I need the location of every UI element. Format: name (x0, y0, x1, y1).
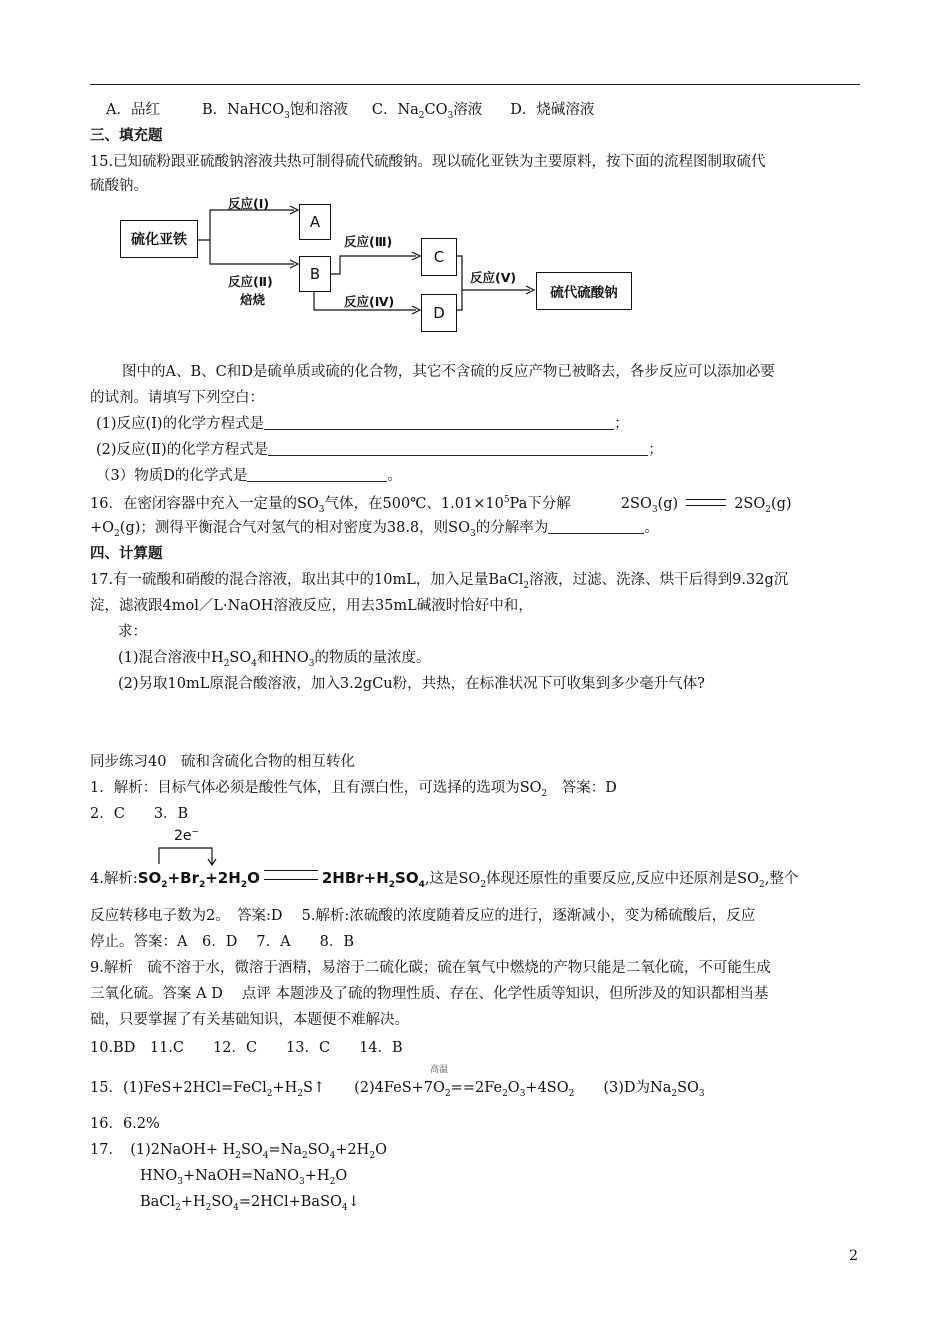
q15-ask3: （3）物质D的化学式是 。 (96, 468, 402, 484)
answer-17-line2: $HNO_3+NaOH=NaNO_3+H_2O$ (140, 1168, 348, 1187)
q17-line2: 淀，滤液跟4mol／L·NaOH溶液反应，用去35mL碱液时恰好中和， (90, 598, 533, 614)
label-reaction-1: 反应(Ⅰ) (228, 196, 270, 211)
section-heading-3: 三、填充题 (90, 128, 163, 144)
option-b: B．NaHCO$_3$饱和溶液 (201, 102, 348, 121)
option-a: A．品红 (106, 102, 160, 118)
equals-sign (264, 870, 318, 880)
q15-ask1: (1)反应(Ⅰ)的化学方程式是 ； (96, 416, 629, 432)
section-heading-4: 四、计算题 (90, 546, 163, 562)
q15-desc1: 图中的A、B、C和D是硫单质或硫的化合物，其它不含硫的反应产物已被略去，各步反应可以添加必要 (122, 364, 775, 380)
answer-blank-3 (247, 467, 387, 482)
answer-16: 16．6.2% (90, 1116, 160, 1132)
answer-4: 4.解析$:SO_2+Br_2+2H_2O$ $2HBr+H_2SO_4$,这是$SO_2$体现还原性的重要反应,反应中还原剂是$SO_2$,整个 (90, 869, 799, 890)
q17-line1: 17.有一硫酸和硝酸的混合溶液，取出其中的10mL，加入足量BaCl$_2$溶液，过滤、洗涤、烘干后得到9.32g沉 (90, 572, 789, 591)
answer-15: 15．$(1)FeS+2HCl=FeCl_2+H_2S↑$ $(2)4FeS+7O_2==2Fe_2O_3+4SO_2$ (3)D为$Na_2SO_3$ (90, 1080, 705, 1099)
q17-ask: 求： (118, 624, 147, 640)
label-reaction-3: 反应(Ⅲ) (344, 234, 393, 249)
answer-blank-2 (268, 441, 648, 456)
label-roast: 焙烧 (240, 292, 266, 307)
answer-blank-4 (548, 519, 644, 534)
q15-desc2: 的试剂。请填写下列空白： (90, 390, 264, 406)
electron-label: 2e− (174, 827, 200, 844)
q16-line1: 16．在密闭容器中充入一定量的$SO_3$气体，在500℃、$1.01\times 10^5Pa$下分解 $2SO_3(g)$ $2SO_2(g)$ (90, 495, 792, 515)
answers-title: 同步练习40 硫和含硫化合物的相互转化 (90, 754, 355, 770)
answer-9-line3: 础，只要掌握了有关基础知识，本题便不难解决。 (90, 1012, 409, 1028)
high-temp-condition: 高温 (430, 1065, 449, 1075)
option-d: D．烧碱溶液 (510, 102, 595, 118)
flow-box-c: C (421, 238, 457, 276)
equilibrium-arrow (686, 496, 726, 510)
q17-sub2: (2)另取10mL原混合酸溶液，加入3.2gCu粉，共热，在标准状况下可收集到多少毫升气体? (118, 676, 705, 692)
answer-9-line1: 9.解析 硫不溶于水，微溶于酒精，易溶于二硫化碳；硫在氧气中燃烧的产物只能是二氧化硫，不可能生成 (90, 960, 771, 976)
answers-10-14: 10.BD 11.C 12．C 13．C 14．B (90, 1040, 403, 1056)
option-c: C．$Na_2CO_3$溶液 (371, 102, 483, 121)
answer-blank-1 (264, 415, 614, 430)
q17-sub1: (1)混合溶液中$H_2SO_4$和$HNO_3$的物质的量浓度。 (118, 650, 431, 669)
q16-line2: $+O_2(g)$；测得平衡混合气对氢气的相对密度为38.8，则$SO_3$的分解率为 。 (90, 520, 659, 539)
answer-1: 1．解析：目标气体必须是酸性气体，且有漂白性，可选择的选项为$SO_2$ 答案：D (90, 780, 617, 799)
q15-ask2: (2)反应(Ⅱ)的化学方程式是 ； (96, 442, 663, 458)
label-reaction-5: 反应(Ⅴ) (470, 270, 517, 285)
flow-diagram (118, 196, 638, 340)
answer-17-line3: $BaCl_2+H_2SO_4=2HCl+BaSO_4↓$ (140, 1194, 360, 1213)
flow-box-a: A (299, 204, 331, 240)
answer-2-3: 2．C 3．B (90, 806, 189, 822)
label-reaction-2: 反应(Ⅱ) (228, 274, 273, 289)
electron-transfer-bracket (156, 826, 236, 866)
flow-end-box: 硫代硫酸钠 (536, 272, 632, 310)
q15-line1: 15.已知硫粉跟亚硫酸钠溶液共热可制得硫代硫酸钠。现以硫化亚铁为主要原料，按下面的流程图制取硫代 (90, 154, 766, 170)
answer-4-line3: 停止。答案：A 6．D 7．A 8．B (90, 934, 355, 950)
flow-box-d: D (421, 294, 457, 332)
flow-start-box: 硫化亚铁 (120, 220, 198, 258)
top-rule (90, 84, 860, 85)
q15-line2: 硫酸钠。 (90, 178, 148, 194)
redox-equation: $SO_2+Br_2+2H_2O$ $2HBr+H_2SO_4$ (137, 869, 425, 890)
q14-options (106, 100, 594, 120)
page-number: 2 (849, 1248, 858, 1264)
answer-9-line2: 三氧化硫。答案 A D 点评 本题涉及了硫的物理性质、存在、化学性质等知识，但所涉及的知识都相当基 (90, 986, 769, 1002)
flow-box-b: B (299, 256, 331, 292)
answer-17-line1: 17． (1)2NaOH+ $H_2SO_4=Na_2SO_4+2H_2O$ (90, 1142, 387, 1161)
label-reaction-4: 反应(Ⅳ) (344, 294, 395, 309)
answer-4-line2: 反应转移电子数为2。 答案:D 5.解析:浓硫酸的浓度随着反应的进行，逐渐减小，变为稀硫酸后，反应 (90, 908, 756, 924)
